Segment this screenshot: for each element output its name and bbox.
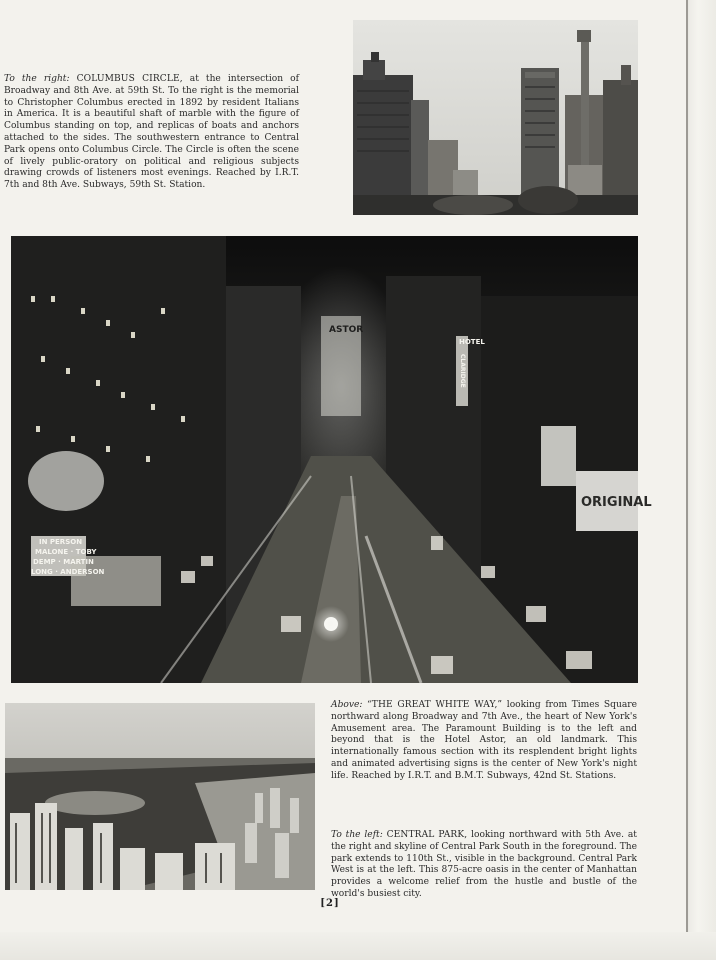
columbus-circle-photo [353, 20, 638, 215]
caption-lead: To the right: [4, 74, 70, 84]
caption-title: COLUMBUS CIRCLE, [76, 74, 183, 84]
adjacent-page-edge [686, 0, 716, 960]
caption-lead: Above: [331, 700, 363, 710]
caption-lead: To the left: [331, 830, 383, 840]
caption-title: “THE GREAT WHITE WAY,” [367, 700, 503, 710]
astor-sign: ASTOR [329, 325, 364, 335]
central-park-photo [5, 703, 315, 890]
hotel-sign: HOTEL [459, 338, 485, 346]
page-number: [2] [320, 898, 340, 909]
columbus-circle-caption [4, 74, 299, 192]
central-park-caption [331, 830, 637, 901]
great-white-way-caption [331, 700, 637, 783]
marquee-line-2: DEMP · MARTIN [33, 558, 94, 566]
page-bottom-shadow [0, 932, 716, 960]
marquee-line-3: LONG · ANDERSON [31, 568, 105, 576]
caption-body: looking northward with 5th Ave. at the right and skyline of Central Park South in the foreground. The park extends to 110th St., visible in the background. Central Park West is at the left. This 875-acre oasis in the center of Manhattan provides a welcome relief from the hustle and bustle of the world's busiest city. [331, 830, 637, 899]
caption-title: CENTRAL PARK, [386, 830, 468, 840]
claridge-sign: CLARIDGE [459, 354, 466, 388]
marquee-line-1: MALONE · TOBY [35, 548, 97, 556]
rooftop-sign: ORIGINAL [581, 495, 652, 510]
caption-body: looking from Times Square northward along Broadway and 7th Ave., the heart of New York's Amusement area. The Paramount Building is to the left and beyond that is the Hotel Astor, an old landmark. This internationally famous section with its resplendent bright lights and animated advertising signs is the center of New York's night life. Reached by I.R.T. and B.M.T. Subways, 42nd St. Stations. [331, 700, 637, 781]
caption-body: at the intersection of Broadway and 8th Ave. at 59th St. To the right is the memorial to Christopher Columbus erected in 1892 by resident Italians in America. It is a beautiful shaft of marble with the figure of Columbus standing on top, and replicas of boats and anchors attached to the sides. The southwestern entrance to Central Park opens onto Columbus Circle. The Circle is often the scene of lively public-oratory on political and religious subjects drawing crowds of listeners most evenings. Reached by I.R.T. 7th and 8th Ave. Subways, 59th St. Station. [4, 74, 299, 191]
in-person-sign: IN PERSON [39, 538, 83, 546]
great-white-way-photo [11, 236, 652, 683]
